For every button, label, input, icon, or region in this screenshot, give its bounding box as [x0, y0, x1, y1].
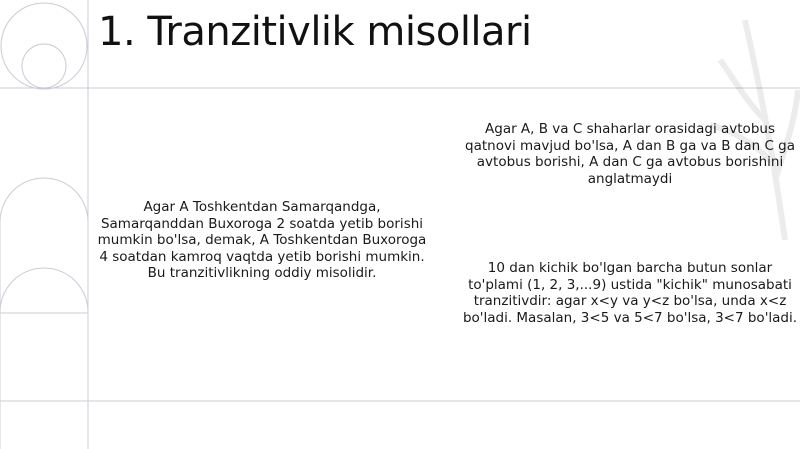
inner-circle: [22, 44, 66, 88]
arch-inner: [0, 268, 88, 312]
page-title: 1. Tranzitivlik misollari: [98, 9, 532, 55]
paragraph-less-than-example: 10 dan kichik bo'lgan barcha butun sonlar to'plami (1, 2, 3,...9) ustida "kichik" munosabati tranzitivdir: agar x<y va y<z bo'lsa, unda x<z bo'ladi. Masalan, 3<5 va 5<7 bo'lsa, 3<7 bo'ladi.: [462, 260, 798, 326]
outer-circle: [1, 3, 87, 89]
paragraph-travel-example: Agar A Toshkentdan Samarqandga, Samarqanddan Buxoroga 2 soatda yetib borishi mumkin bo'lsa, demak, A Toshkentdan Buxoroga 4 soatdan kamroq vaqtda yetib borishi mumkin. Bu tranzitivlikning oddiy misolidir.: [97, 199, 427, 281]
paragraph-bus-example: Agar A, B va C shaharlar orasidagi avtobus qatnovi mavjud bo'lsa, A dan B ga va B dan C ga avtobus borishi, A dan C ga avtobus borishini anglatmaydi: [465, 121, 795, 187]
